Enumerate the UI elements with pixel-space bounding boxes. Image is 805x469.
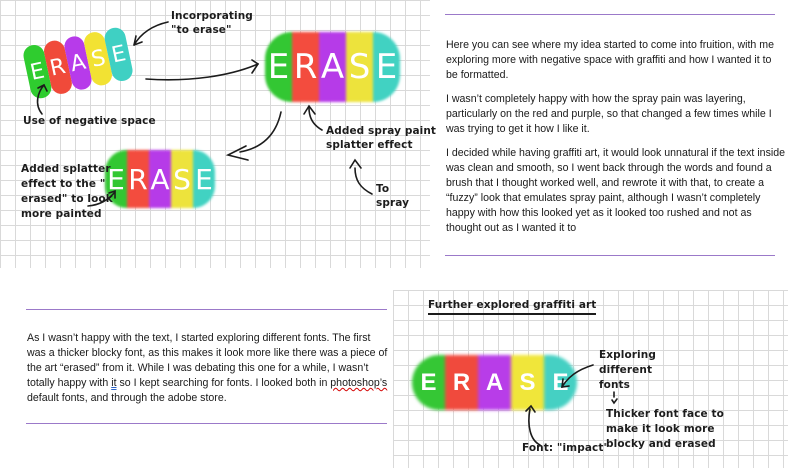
letter: A [68,49,88,77]
erase-splatter-artwork-text [105,150,215,208]
annotation-negative-space: Use of negative space [23,115,156,127]
annotation-line: more painted [21,208,102,220]
annotation-line: Thicker font face to [606,408,724,420]
text-run: As I wasn’t happy with the text, I started exploring different fonts. The first was a thicker blocky font, as this makes it look more like there was a piece of the art “erased” from it. While I was debating this one for a while, I wasn’t totally happy with [27,332,388,389]
letter: S [348,47,371,87]
letter: E [552,368,569,396]
letter: A [485,368,504,396]
letter: E [420,368,437,396]
letter: A [150,162,170,196]
sketch-title-text: Further explored graffiti art [428,299,596,315]
spelling-flag[interactable]: photoshop’s [330,377,388,389]
annotation-line: blocky and erased [606,438,716,450]
letter: E [109,40,129,69]
letter: E [267,47,290,87]
paragraph: Here you can see where my idea started to come into fruition, with me exploring more with negative space with graffiti and how I wanted it to be formatted. [446,39,774,81]
section-divider [26,423,387,424]
description-text-upper [446,38,786,245]
annotation-line: spray [376,197,410,209]
annotation-line: fonts [599,379,631,391]
letter: E [107,162,125,196]
annotation-font-impact: Font: "impact" [522,442,610,454]
letter: R [47,53,68,82]
letter: R [128,162,148,196]
annotation-line: make it look more [606,423,715,435]
grammar-flag[interactable]: it [111,377,117,389]
letter: R [293,47,318,87]
section-divider [445,255,775,256]
annotation-exploring-fonts [599,348,656,393]
annotation-line: Incorporating [171,10,253,22]
letter: E [375,47,398,87]
paragraph: I decided while having graffiti art, it would look unnatural if the text inside was clean and smooth, so I went back through the words and found a brush that I thought worked well, and rewrote it with that, to create a “fuzzy” look that emulates spray paint, although I wasn’t completely happy with how this looked yet as it looked too rushed and not as thought out as I wanted it to [446,147,785,234]
letter: E [195,162,213,196]
letter: S [519,368,536,396]
erase-spray-artwork-text [265,32,400,102]
annotation-line: effect to the " [21,178,106,190]
sketch-title [428,298,596,312]
letter: A [320,47,345,87]
annotation-line: splatter effect [326,139,413,151]
letter: S [88,45,108,73]
section-divider [445,14,775,15]
letter: R [452,368,471,396]
annotation-thicker-font [606,407,724,452]
description-text-lower [27,331,392,415]
letter: E [27,57,47,86]
text-run: default fonts, and through the adobe store. [27,392,227,404]
erase-impact-artwork-text [412,355,577,410]
annotation-line: different [599,364,653,376]
letter: S [173,162,191,196]
annotation-line: "to erase" [171,24,232,36]
annotation-to-spray [376,182,409,210]
annotation-line: To [376,183,390,195]
annotation-line: Added spray paint [326,125,437,137]
annotation-line: Added splatter [21,163,111,175]
text-run: so I kept searching for fonts. I looked both in [116,377,331,389]
annotation-spray-effect [326,124,436,152]
paragraph: I wasn’t completely happy with how the spray pain was layering, particularly on the red and purple, so that changed a few times while I was trying to get it how I like it. [446,93,772,135]
annotation-line: Exploring [599,349,656,361]
annotation-incorporating [171,9,253,37]
annotation-splatter [21,162,113,222]
section-divider [26,309,387,310]
annotation-line: erased" to look [21,193,113,205]
